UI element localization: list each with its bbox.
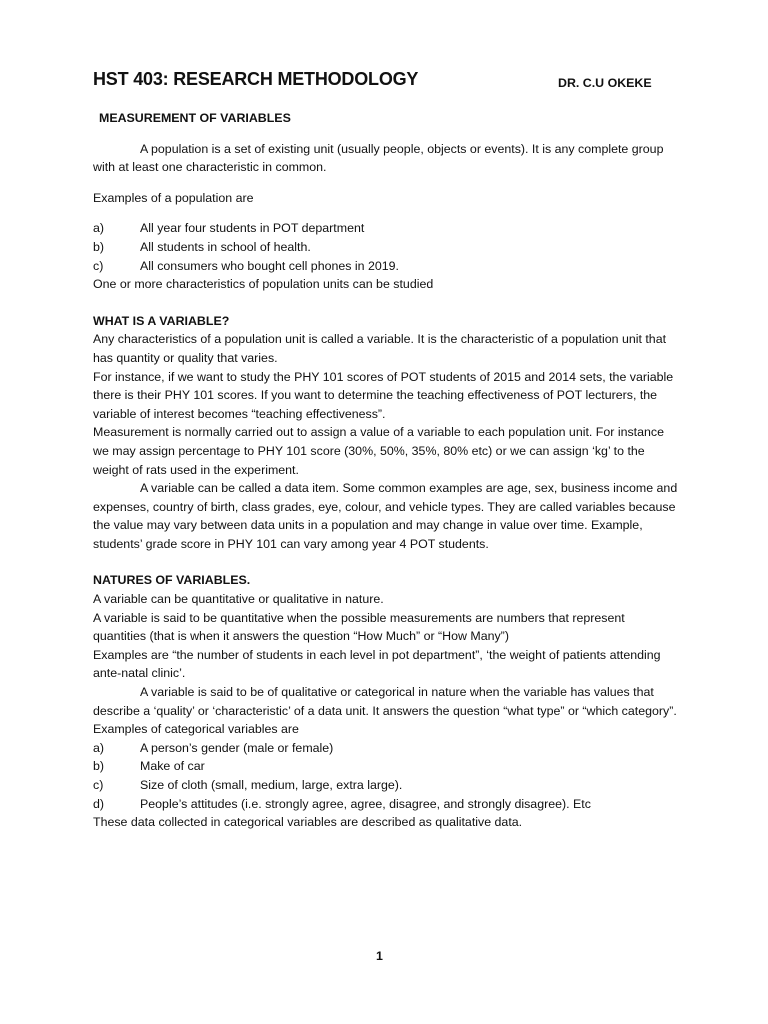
- list-item: [93, 757, 678, 776]
- list-marker: c): [93, 778, 104, 792]
- list-marker: c): [93, 258, 104, 273]
- list-marker: a): [93, 740, 105, 755]
- categorical-examples-list: [93, 739, 678, 813]
- page-number: 1: [376, 949, 383, 963]
- section-heading-natures: NATURES OF VARIABLES.: [93, 573, 251, 588]
- list-item: [93, 795, 678, 814]
- list-text: Size of cloth (small, medium, large, extra large).: [140, 778, 403, 792]
- paragraph-population-definition: A population is a set of existing unit (usually people, objects or events). It is any complete group with at least one characteristic in common.: [93, 141, 664, 175]
- list-item: [93, 238, 678, 257]
- paragraph-data-item: A variable can be called a data item. Some common examples are age, sex, business income and expenses, country of birth, class grades, eye, colour, and vehicle types. They are called variables because the value may vary between data units in a population and may change in value over time. Example, students’ grade score in PHY 101 can vary among year 4 POT students.: [93, 481, 678, 551]
- paragraph-variable-instance: For instance, if we want to study the PHY 101 scores of POT students of 2015 and 2014 sets, the variable there is their PHY 101 scores. If you want to determine the teaching effectiveness of POT lecturers, the variable of interest becomes “teaching effectiveness”.: [93, 369, 674, 421]
- document-title: HST 403: RESEARCH METHODOLOGY: [93, 69, 419, 89]
- list-text: All students in school of health.: [140, 239, 311, 254]
- list-marker: b): [93, 239, 105, 254]
- paragraph-quantitative-examples: Examples are “the number of students in each level in pot department”, ‘the weight of patients attending ante-natal clinic’.: [93, 647, 661, 681]
- paragraph-variable-definition: Any characteristics of a population unit is called a variable. It is the characteristic of a population unit that has quantity or quality that varies.: [93, 332, 667, 365]
- list-text: Make of car: [140, 759, 205, 774]
- list-text: All consumers who bought cell phones in 2019.: [140, 258, 399, 273]
- paragraph-quantitative: A variable is said to be quantitative when the possible measurements are numbers that represent quantities (that is when it answers the question “How Much” or “How Many”): [93, 610, 625, 644]
- list-text: All year four students in POT department: [140, 221, 365, 236]
- paragraph-qualitative-data: These data collected in categorical variables are described as qualitative data.: [93, 815, 523, 830]
- list-text: People’s attitudes (i.e. strongly agree, agree, disagree, and strongly disagree). Etc: [140, 796, 591, 811]
- list-item: [93, 776, 678, 795]
- list-marker: d): [93, 796, 105, 811]
- paragraph-population-examples-intro: Examples of a population are: [93, 190, 254, 205]
- list-marker: b): [93, 759, 105, 774]
- section-heading-variable: WHAT IS A VARIABLE?: [93, 313, 230, 328]
- paragraph-measurement: Measurement is normally carried out to assign a value of a variable to each population unit. For instance we may assign percentage to PHY 101 score (30%, 50%, 35%, 80% etc) or we can assign ‘kg’ to the weight of rats used in the experiment.: [93, 425, 664, 477]
- list-item: [93, 739, 678, 758]
- paragraph-categorical-examples-intro: Examples of categorical variables are: [93, 722, 299, 737]
- document-body: [93, 109, 678, 832]
- paragraph-nature-intro: A variable can be quantitative or qualitative in nature.: [93, 592, 384, 607]
- document-author: DR. C.U OKEKE: [558, 76, 652, 90]
- paragraph-characteristics: One or more characteristics of population units can be studied: [93, 277, 434, 292]
- list-item: [93, 219, 678, 238]
- list-marker: a): [93, 221, 105, 236]
- population-examples-list: [93, 219, 678, 275]
- document-header: [93, 70, 678, 94]
- list-text: A person’s gender (male or female): [140, 740, 334, 755]
- section-heading-measurement: MEASUREMENT OF VARIABLES: [99, 111, 291, 125]
- paragraph-qualitative: A variable is said to be of qualitative or categorical in nature when the variable has values that describe a ‘quality’ or ‘characteristic’ of a data unit. It answers the question “what type” or “which category”.: [93, 685, 677, 718]
- list-item: [93, 257, 678, 276]
